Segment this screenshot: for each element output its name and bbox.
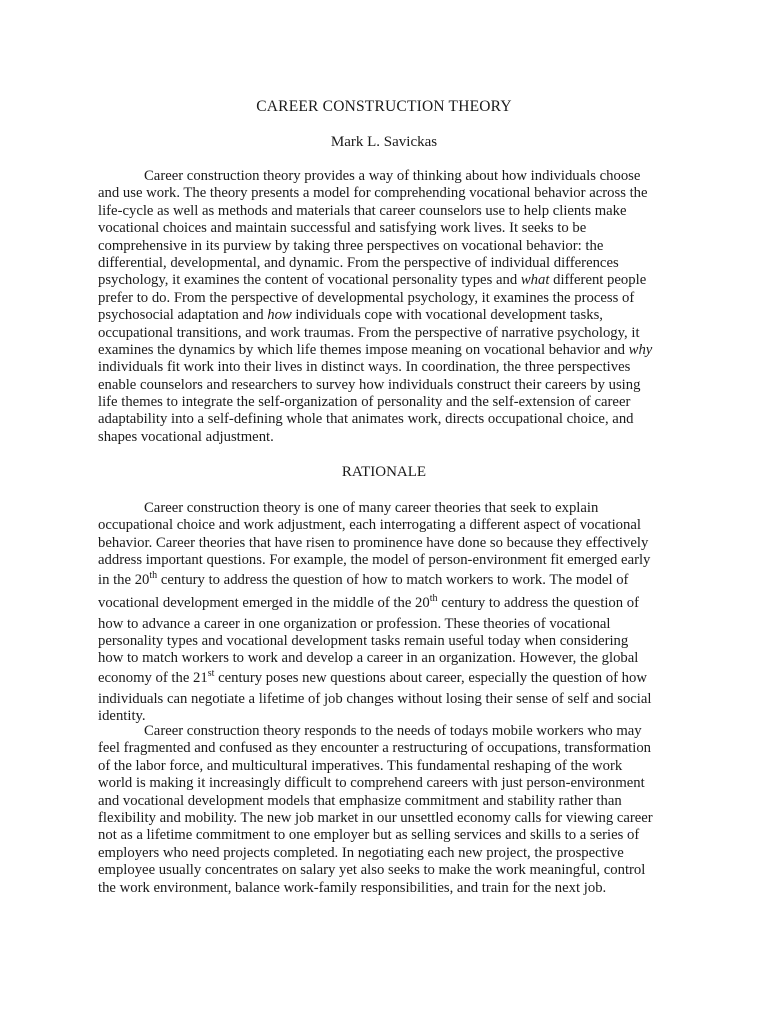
text-run: century to address the question of how to match workers to work. The model of xyxy=(157,571,629,588)
text-run: vocational development emerged in the middle of the 20 xyxy=(98,594,430,611)
superscript: th xyxy=(429,592,438,604)
text-line: comprehensive in its purview by taking three perspectives on vocational behavior: the xyxy=(98,237,604,254)
text-line: life-cycle as well as methods and materials that career counselors use to help clients make xyxy=(98,202,627,219)
text-line: life themes to integrate the self-organization of personality and the self-extension of career xyxy=(98,394,631,411)
superscript: th xyxy=(149,569,158,581)
emphasis-text: what xyxy=(520,272,550,289)
text-line: identity. xyxy=(98,708,146,725)
text-run: Career construction theory responds to the needs of todays mobile workers who may xyxy=(144,723,642,739)
text-line: occupational transitions, and work traumas. From the perspective of narrative psychology, it xyxy=(98,324,640,341)
text-run: economy of the 21 xyxy=(98,669,208,686)
superscript: st xyxy=(207,667,215,679)
text-line xyxy=(98,272,670,289)
text-line: vocational choices and maintain successful and satisfying work lives. It seeks to be xyxy=(98,220,587,237)
text-run: individuals cope with vocational development tasks, xyxy=(291,307,603,324)
text-line: and vocational development models that emphasize commitment and stability rather than xyxy=(98,792,622,809)
rationale-paragraph xyxy=(98,500,670,726)
text-line: shapes vocational adjustment. xyxy=(98,428,274,445)
emphasis-text: why xyxy=(628,341,653,358)
text-line: enable counselors and researchers to survey how individuals construct their careers by using xyxy=(98,376,641,393)
text-line: feel fragmented and confused as they encounter a restructuring of occupations, transformation xyxy=(98,740,652,757)
text-line: how to advance a career in one organization or profession. These theories of vocational xyxy=(98,615,611,632)
text-line xyxy=(98,168,670,185)
text-run: Career construction theory is one of many career theories that seek to explain xyxy=(144,500,599,516)
text-line: how to match workers to work and develop a career in an organization. However, the global xyxy=(98,650,639,667)
text-line xyxy=(98,668,670,691)
text-line: the work environment, balance work-family responsibilities, and train for the next job. xyxy=(98,879,607,896)
text-line xyxy=(98,342,670,359)
intro-paragraph xyxy=(98,168,670,446)
text-line: differential, developmental, and dynamic. From the perspective of individual differences xyxy=(98,254,619,271)
text-line: individuals fit work into their lives in distinct ways. In coordination, the three perspectives xyxy=(98,359,631,376)
text-line: employers who need projects completed. In negotiating each new project, the prospective xyxy=(98,844,624,861)
author-name: Mark L. Savickas xyxy=(330,134,438,150)
text-line: occupational choice and work adjustment, each interrogating a different aspect of vocational xyxy=(98,517,641,534)
text-line: flexibility and mobility. The new job market in our unsettled economy calls for viewing career xyxy=(98,809,653,826)
document-title: CAREER CONSTRUCTION THEORY xyxy=(256,98,512,115)
text-run: in the 20 xyxy=(98,571,150,588)
text-line xyxy=(98,723,670,740)
text-line: not as a lifetime commitment to one employer but as selling services and skills to a series of xyxy=(98,827,640,844)
text-line xyxy=(98,593,670,616)
text-line: behavior. Career theories that have risen to prominence have done so because they effectively xyxy=(98,534,649,551)
text-line: adaptability into a self-defining whole that animates work, directs occupational choice, and xyxy=(98,411,634,428)
text-run: examines the dynamics by which life themes impose meaning on vocational behavior and xyxy=(98,341,629,358)
text-line xyxy=(98,570,670,593)
text-line: address important questions. For example, the model of person-environment fit emerged early xyxy=(98,552,651,569)
text-line: of the labor force, and multicultural imperatives. This fundamental reshaping of the work xyxy=(98,757,623,774)
text-run: psychology, it examines the content of vocational personality types and xyxy=(98,272,521,289)
text-line: personality types and vocational development tasks remain useful today when considering xyxy=(98,632,629,649)
text-run: century to address the question of xyxy=(437,594,640,611)
text-line: and use work. The theory presents a model for comprehending vocational behavior across the xyxy=(98,185,648,202)
text-run: Career construction theory provides a way of thinking about how individuals choose xyxy=(144,168,641,184)
section-heading: RATIONALE xyxy=(341,464,427,480)
text-run: different people xyxy=(549,272,647,289)
emphasis-text: how xyxy=(267,307,292,324)
text-run: century poses new questions about career, especially the question of how xyxy=(214,669,647,686)
mobile-workers-paragraph xyxy=(98,723,670,897)
text-line xyxy=(98,307,670,324)
text-line: employee usually concentrates on salary yet also seeks to make the work meaningful, control xyxy=(98,862,646,879)
text-run: psychosocial adaptation and xyxy=(98,307,268,324)
text-line: prefer to do. From the perspective of developmental psychology, it examines the process of xyxy=(98,289,635,306)
text-line: individuals can negotiate a lifetime of job changes without losing their sense of self and social xyxy=(98,690,652,707)
text-line xyxy=(98,500,670,517)
text-line: world is making it increasingly difficult to comprehend careers with just person-environment xyxy=(98,775,645,792)
